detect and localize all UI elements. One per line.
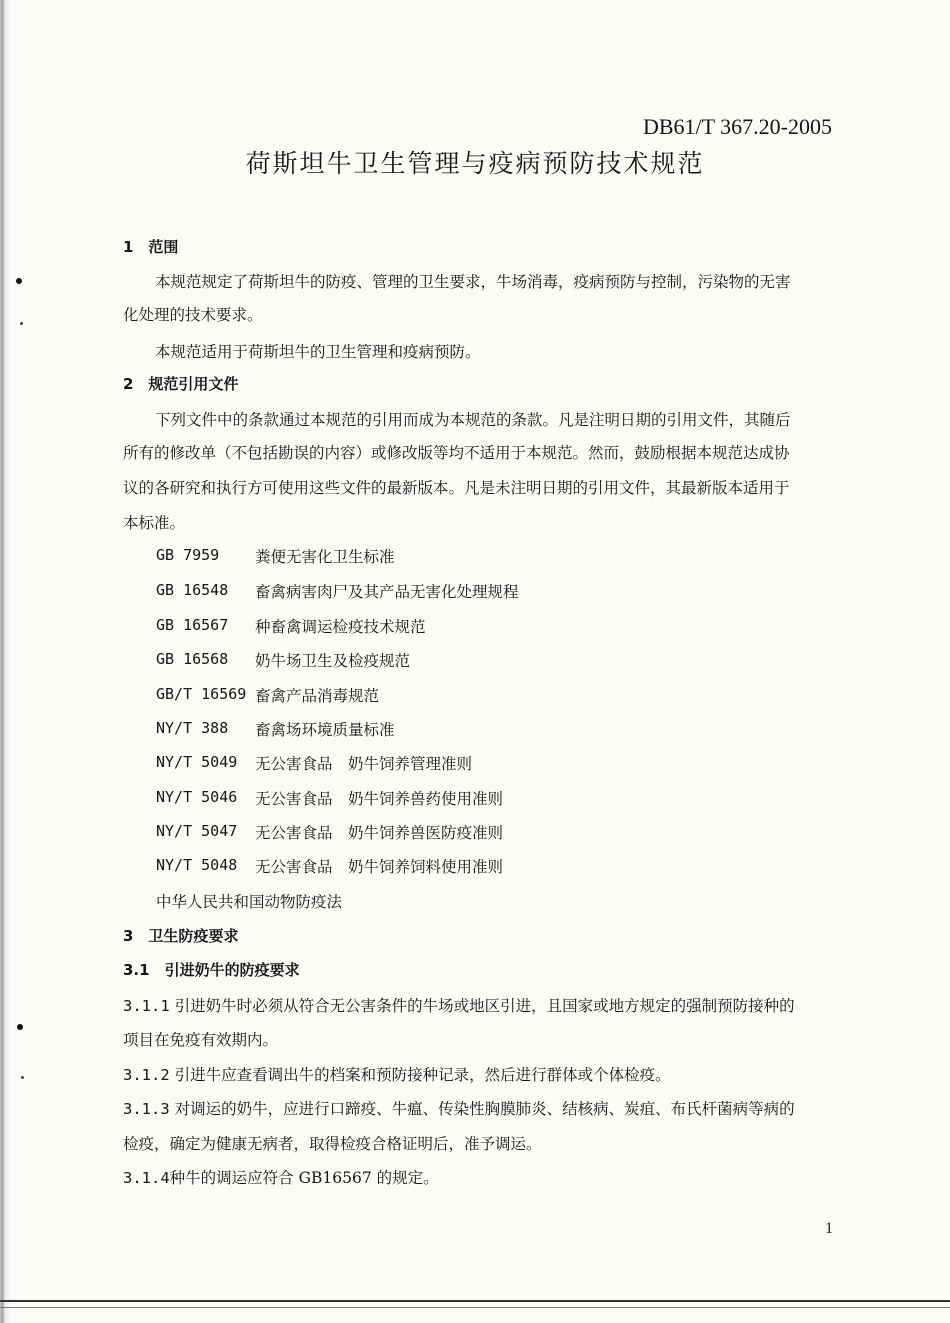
reference-code: NY/T 5049 bbox=[156, 753, 238, 771]
section-3-heading: 3 卫生防疫要求 bbox=[123, 927, 239, 945]
document-title: 荷斯坦牛卫生管理与疫病预防技术规范 bbox=[245, 149, 705, 178]
reference-law: 中华人民共和国动物防疫法 bbox=[156, 893, 343, 911]
bottom-border bbox=[0, 1300, 950, 1302]
section-2-paragraph: 议的各研究和执行方可使用这些文件的最新版本。凡是未注明日期的引用文件，其最新版本适用于 bbox=[123, 479, 790, 497]
section-2-paragraph: 下列文件中的条款通过本规范的引用而成为本规范的条款。凡是注明日期的引用文件，其随后 bbox=[155, 411, 791, 429]
clause-text: 引进奶牛时必须从符合无公害条件的牛场或地区引进，且国家或地方规定的强制预防接种的 bbox=[174, 997, 795, 1015]
reference-code: GB 16567 bbox=[156, 616, 229, 634]
scan-edge bbox=[0, 0, 10, 1323]
clause-text: 项目在免疫有效期内。 bbox=[123, 1031, 279, 1049]
reference-code: NY/T 5048 bbox=[156, 856, 238, 874]
clause-text: 引进牛应查看调出牛的档案和预防接种记录，然后进行群体或个体检疫。 bbox=[174, 1066, 671, 1084]
reference-code: GB/T 16569 bbox=[156, 685, 247, 703]
bottom-border bbox=[0, 1307, 950, 1308]
reference-title: 畜禽场环境质量标准 bbox=[255, 721, 395, 739]
section-2-heading: 2 规范引用文件 bbox=[123, 375, 239, 393]
clause-3-1-3 bbox=[123, 1097, 795, 1119]
margin-mark bbox=[20, 322, 23, 325]
document-number: DB61/T 367.20-2005 bbox=[642, 114, 832, 139]
reference-title: 无公害食品 奶牛饲养兽药使用准则 bbox=[255, 790, 504, 808]
clause-text: 检疫，确定为健康无病者，取得检疫合格证明后，准予调运。 bbox=[123, 1135, 542, 1153]
reference-code: NY/T 5047 bbox=[156, 822, 238, 840]
clause-3-1-2 bbox=[123, 1063, 671, 1085]
section-2-paragraph: 本标准。 bbox=[123, 514, 186, 532]
clause-text: 种牛的调运应符合 GB16567 的规定。 bbox=[169, 1169, 439, 1187]
section-1-paragraph: 本规范适用于荷斯坦牛的卫生管理和疫病预防。 bbox=[155, 343, 481, 361]
clause-number: 3.1.1 bbox=[123, 997, 170, 1015]
page-number: 1 bbox=[825, 1220, 833, 1237]
reference-title: 畜禽产品消毒规范 bbox=[255, 687, 380, 705]
reference-code: GB 16548 bbox=[156, 581, 229, 599]
reference-title: 无公害食品 奶牛饲养饲料使用准则 bbox=[255, 858, 504, 876]
reference-code: GB 7959 bbox=[156, 546, 220, 564]
clause-number: 3.1.3 bbox=[123, 1100, 170, 1118]
section-2-paragraph: 所有的修改单（不包括勘误的内容）或修改版等均不适用于本规范。然而，鼓励根据本规范达成协 bbox=[123, 444, 790, 462]
reference-title: 无公害食品 奶牛饲养管理准则 bbox=[255, 755, 473, 773]
clause-text: 对调运的奶牛，应进行口蹄疫、牛瘟、传染性胸膜肺炎、结核病、炭疽、布氏杆菌病等病的 bbox=[174, 1100, 795, 1118]
section-1-heading: 1 范围 bbox=[123, 238, 179, 256]
reference-title: 无公害食品 奶牛饲养兽医防疫准则 bbox=[255, 824, 504, 842]
clause-3-1-1 bbox=[123, 994, 795, 1016]
reference-title: 畜禽病害肉尸及其产品无害化处理规程 bbox=[255, 583, 519, 601]
margin-mark bbox=[21, 1076, 24, 1079]
margin-mark bbox=[17, 1024, 23, 1030]
clause-number: 3.1.4 bbox=[123, 1169, 170, 1187]
reference-code: NY/T 5046 bbox=[156, 788, 238, 806]
reference-title: 粪便无害化卫生标准 bbox=[255, 548, 395, 566]
reference-title: 奶牛场卫生及检疫规范 bbox=[255, 652, 411, 670]
reference-code: GB 16568 bbox=[156, 650, 229, 668]
section-1-paragraph: 本规范规定了荷斯坦牛的防疫、管理的卫生要求，牛场消毒，疫病预防与控制，污染物的无害 bbox=[155, 273, 791, 291]
reference-code: NY/T 388 bbox=[156, 719, 229, 737]
subsection-3-1-heading: 3.1 引进奶牛的防疫要求 bbox=[123, 961, 300, 979]
margin-mark bbox=[16, 278, 22, 284]
section-1-paragraph: 化处理的技术要求。 bbox=[123, 306, 263, 324]
clause-3-1-4 bbox=[123, 1166, 439, 1188]
clause-number: 3.1.2 bbox=[123, 1066, 170, 1084]
reference-title: 种畜禽调运检疫技术规范 bbox=[255, 618, 426, 636]
